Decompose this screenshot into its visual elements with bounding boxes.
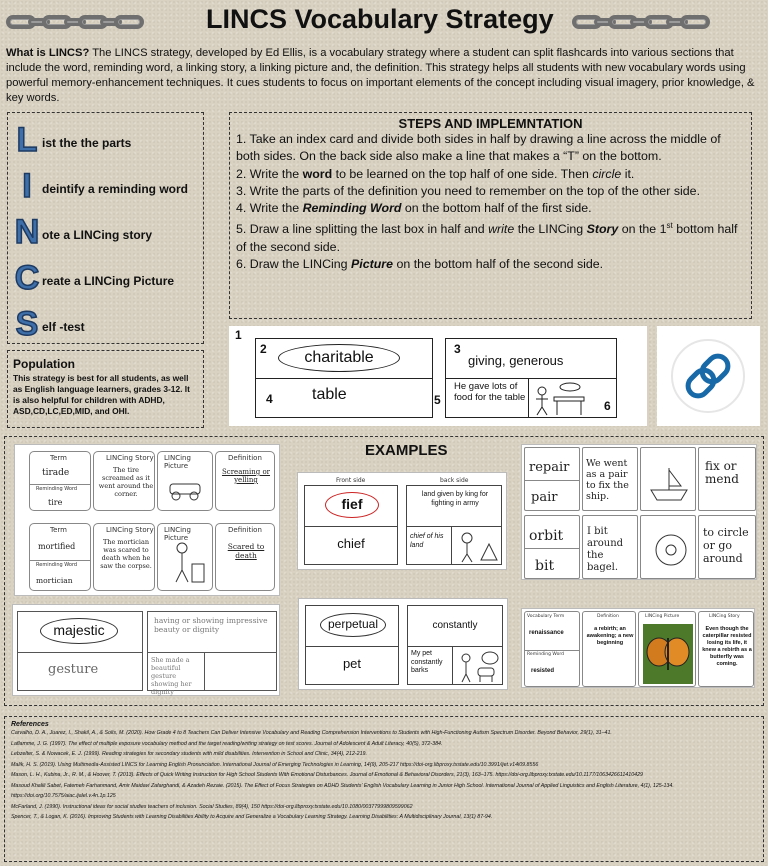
lincs-acronym-box: [7, 112, 204, 344]
page-title: LINCS Vocabulary Strategy: [206, 4, 554, 34]
lincs-letter: C: [14, 259, 40, 297]
figure-sketch-icon: [168, 540, 208, 586]
reminding-word: chief: [337, 536, 365, 551]
steps-list: [236, 131, 745, 274]
population-title: Population: [13, 357, 75, 371]
lincs-letter: N: [14, 213, 40, 251]
story-text: Even though the caterpillar resisted losing its life, it knew a rebirth as a butterfly was coming.: [702, 626, 752, 667]
definition-text: a rebirth; an awakening; a new beginning: [586, 626, 634, 646]
reference-item: Laflamme, J. G. (1997). The effect of multiple exposure vocabulary method and the target reading/writing strategy on test scores. Journal of Adolescent & Adult Literacy, 40(5), 372-384.: [11, 740, 443, 747]
front-card: [17, 611, 143, 691]
card-back: [445, 338, 617, 418]
population-box: [7, 350, 204, 428]
lincs-letter: S: [15, 305, 39, 343]
story-text: I bit around the bagel.: [587, 526, 624, 573]
reminding-word: gesture: [48, 662, 99, 677]
reminding-word: resisted: [531, 668, 555, 674]
term-word: tirade: [42, 468, 70, 478]
story-text: The tire screamed as it went around the corner.: [98, 466, 154, 498]
story-card: LINCing Story The tire screamed as it went around the corner.: [93, 451, 155, 511]
story-text: She made a beautiful gesture showing her dignity: [151, 656, 192, 696]
card-number: 2: [260, 342, 267, 356]
story-text: He gave lots of food for the table: [454, 381, 526, 403]
butterfly-icon: [643, 624, 693, 684]
reference-item: McFarland, J. (1990). Instructional ideas for social studies teachers of inclusion. Social Studies, 89(4), 150 https://doi-org.libproxy.txstate.edu/10.1080/00377999809599062: [11, 803, 413, 810]
reference-item: Mason, L. H., Kubina, Jr., R. M., & Hoover, T. (2013). Effects of Quick Writing Instruction for High School Students With Emotional Disturbances. Journal of Emotional & Behavioral Disorders, 21(3), 163–175. https://doi-org.libproxy.txstate.edu/10.1177/1063426611410429: [11, 772, 643, 778]
reminding-word: mortician: [36, 576, 73, 585]
chain-right-decoration: [572, 12, 702, 32]
story-card: LINCing Story The mortician was scared to death when he saw the corpse.: [93, 523, 155, 591]
picture-card: [640, 515, 696, 579]
term-card: [524, 515, 580, 579]
step-1: 1. Take an index card and divide both sides in half by drawing a line across the middle of both sides. On the back side also make a line that makes a “T” on the bottom.: [236, 132, 721, 164]
definition-card: Definition Screaming or yelling: [215, 451, 275, 511]
dog-sketch-icon: [456, 650, 500, 684]
term-card: Term tirade Reminding Word tire: [29, 451, 91, 511]
population-text: This strategy is best for all students, as well as English language learners, grades 3-12. It is also helpful for children with ADHD, ASD,CD,LC,ED,MID, and OHI.: [13, 373, 190, 416]
lincs-text: elf -test: [42, 320, 85, 334]
lincs-row-l: [14, 123, 131, 157]
card-number: 6: [604, 399, 611, 413]
definition-text: having or showing impressive beauty or dignity: [154, 616, 268, 634]
reference-item: Spencer, T., & Logan, K. (2016). Improving Students with Learning Disabilities Ability to Acquire and Generalize a Vocabulary Learning Strategy. Learning Disabilities: A Multidisciplinary Journal, 13(1) 87-94.: [11, 814, 493, 820]
chain-left-decoration: [6, 12, 136, 32]
story-text: My pet constantly barks: [411, 650, 443, 674]
term-word: orbit: [529, 528, 564, 544]
front-side-label: Front side: [336, 477, 366, 484]
lincs-text: ote a LINCing story: [42, 228, 153, 242]
card-number: 5: [434, 393, 441, 407]
lincs-row-i: [14, 169, 188, 203]
reminding-word: bit: [535, 558, 555, 574]
reminding-word: pet: [342, 656, 362, 671]
picture-card: LINCing Picture: [157, 451, 213, 511]
word-oval: majestic: [40, 618, 118, 644]
definition-text: land given by king for fighting in army: [421, 491, 489, 507]
front-card: [304, 485, 398, 565]
intro-paragraph: [6, 46, 762, 106]
card-number: 1: [235, 328, 242, 342]
definition-text: constantly: [432, 620, 478, 631]
story-text: The mortician was scared to death when he saw the corpse.: [100, 538, 152, 570]
definition-card: Definition Scared to death: [215, 523, 275, 591]
story-text: chief of his land: [410, 533, 444, 549]
step-6: 6. Draw the LINCing Picture on the bottom half of the second side.: [236, 257, 604, 272]
lincs-text: ist the the parts: [42, 136, 132, 150]
bagel-sketch-icon: [651, 530, 691, 570]
lincs-letter: I: [22, 167, 32, 205]
reference-item: Masoud Khalili Sabet, Fatemeh Farhanmand, Amir Maidavi Zafarghandi, & Azadeh Rezaie. (2015). The Effect of Focus Strategies on ADHD Students' English Vocabulary Learning in Junior High School. International Journal of Applied Linguistics and English Literature, 4(1), 125-134. https://doi.org/10.7575/aiac.ijalel.v.4n.1p.125: [11, 782, 674, 799]
reminding-word: table: [312, 386, 347, 403]
index-card-example: [229, 326, 647, 426]
card-front: [255, 338, 433, 418]
story-card: [582, 447, 638, 511]
lincs-row-n: [14, 215, 152, 249]
word-oval: charitable: [278, 344, 400, 372]
definition-text: fix or mend: [705, 459, 739, 486]
back-card: [147, 611, 277, 696]
step-3: 3. Write the parts of the definition you need to remember on the top of the other side.: [236, 183, 701, 198]
term-word: renaissance: [529, 630, 564, 636]
term-word: repair: [529, 460, 570, 475]
story-card: [582, 515, 638, 579]
card-number: 4: [266, 392, 273, 406]
reference-item: Carvalho, D. A., Juarez, I., Shakil, A., & Solis, M. (2020). How Grade 4 to 8 Teachers Can Deliver Intensive Vocabulary and Reading Comprehension Interventions to Students with High-Functioning Autism Spectrum Disorder. Beyond Behavior, 29(1), 31–41.: [11, 730, 612, 736]
example-renaissance: [521, 608, 755, 688]
word-oval: fief: [325, 492, 379, 518]
definition-card: [698, 447, 756, 511]
example-fief: [297, 472, 507, 570]
reminding-word: pair: [531, 490, 558, 505]
lincs-row-c: [14, 261, 174, 295]
references-box: [4, 716, 764, 862]
card-number: 3: [454, 342, 461, 356]
lincs-text: reate a LINCing Picture: [42, 274, 175, 288]
king-sketch-icon: [455, 530, 499, 564]
butterfly-photo: [643, 624, 693, 684]
intro-lead: What is LINCS?: [6, 47, 90, 59]
references-title: References: [11, 721, 49, 728]
definition-text: giving, generous: [468, 353, 564, 368]
term-card: Vocabulary Term renaissance Reminding Word resisted: [524, 611, 580, 687]
steps-title: STEPS AND IMPLEMNTATION: [398, 116, 583, 131]
term-card: [524, 447, 580, 511]
definition-card: [698, 515, 756, 579]
definition-text: Screaming or yelling: [221, 468, 271, 484]
step-2: 2. Write the word to be learned on the top half of one side. Then circle it.: [236, 166, 635, 181]
steps-box: [229, 112, 752, 319]
picture-card: LINCing Picture: [157, 523, 213, 591]
reference-item: Lebzelter, S. & Nowacek, E. J. (1999). Reading strategies for secondary students with mild disabilities. Intervention in School and Clinic, 34(4), 212-219.: [11, 751, 367, 757]
term-word: mortified: [38, 542, 76, 551]
reference-item: Malik, H. S. (2019). Using Multimedia-Assisted LINCS for Learning English Pronunciation. International Journal of Emerging Technologies in Learning, 14(9), 205-217 https://doi-org.libproxy.txstate.edu/10.3991/ijet.v14i09.8556: [11, 761, 539, 768]
example-tirade-mortified: [14, 444, 280, 596]
step-4: 4. Write the Reminding Word on the bottom half of the first side.: [236, 201, 592, 216]
story-text: We went as a pair to fix the ship.: [586, 458, 629, 502]
definition-card: Definition a rebirth; an awakening; a new beginning: [582, 611, 636, 687]
back-card: [407, 605, 503, 685]
ship-sketch-icon: [647, 464, 691, 504]
header: [0, 0, 768, 44]
reminding-word: tire: [48, 498, 63, 507]
word-oval: perpetual: [320, 613, 386, 637]
term-card: Term mortified Reminding Word mortician: [29, 523, 91, 591]
car-sketch-icon: [166, 474, 206, 502]
back-side-label: back side: [440, 477, 469, 484]
picture-card: LINCing Picture: [638, 611, 696, 687]
story-sketch-icon: [532, 381, 598, 417]
definition-text: Scared to death: [227, 542, 265, 560]
examples-title: EXAMPLES: [365, 442, 448, 459]
lincs-text: deintify a reminding word: [42, 182, 189, 196]
chain-link-icon: [657, 326, 760, 426]
lincs-letter: L: [16, 121, 38, 159]
intro-body: The LINCS strategy, developed by Ed Ellis, is a vocabulary strategy where a student can split flashcards into various sections that include the word, reminding word, a linking story, a linking picture and, the definition. This strategy helps all students with new vocabulary words using powerful memory-enhancement techniques. It cues students to focus on important elements of the concept including visual imagery, prior knowledge, & key words.: [6, 47, 755, 104]
link-logo-panel: [657, 326, 760, 426]
step-5: 5. Draw a line splitting the last box in half and write the LINCing Story on the 1st bottom half of the second side.: [236, 221, 738, 254]
front-card: [305, 605, 399, 685]
lincs-row-s: [14, 307, 85, 341]
example-majestic: [12, 604, 280, 696]
definition-text: to circle or go around: [703, 526, 749, 565]
example-repair-orbit: [521, 444, 757, 580]
back-card: [406, 485, 502, 565]
story-card: LINCing Story Even though the caterpillar resisted losing its life, it knew a rebirth as a butterfly was coming.: [698, 611, 754, 687]
example-perpetual: [298, 598, 508, 690]
picture-card: [640, 447, 696, 511]
